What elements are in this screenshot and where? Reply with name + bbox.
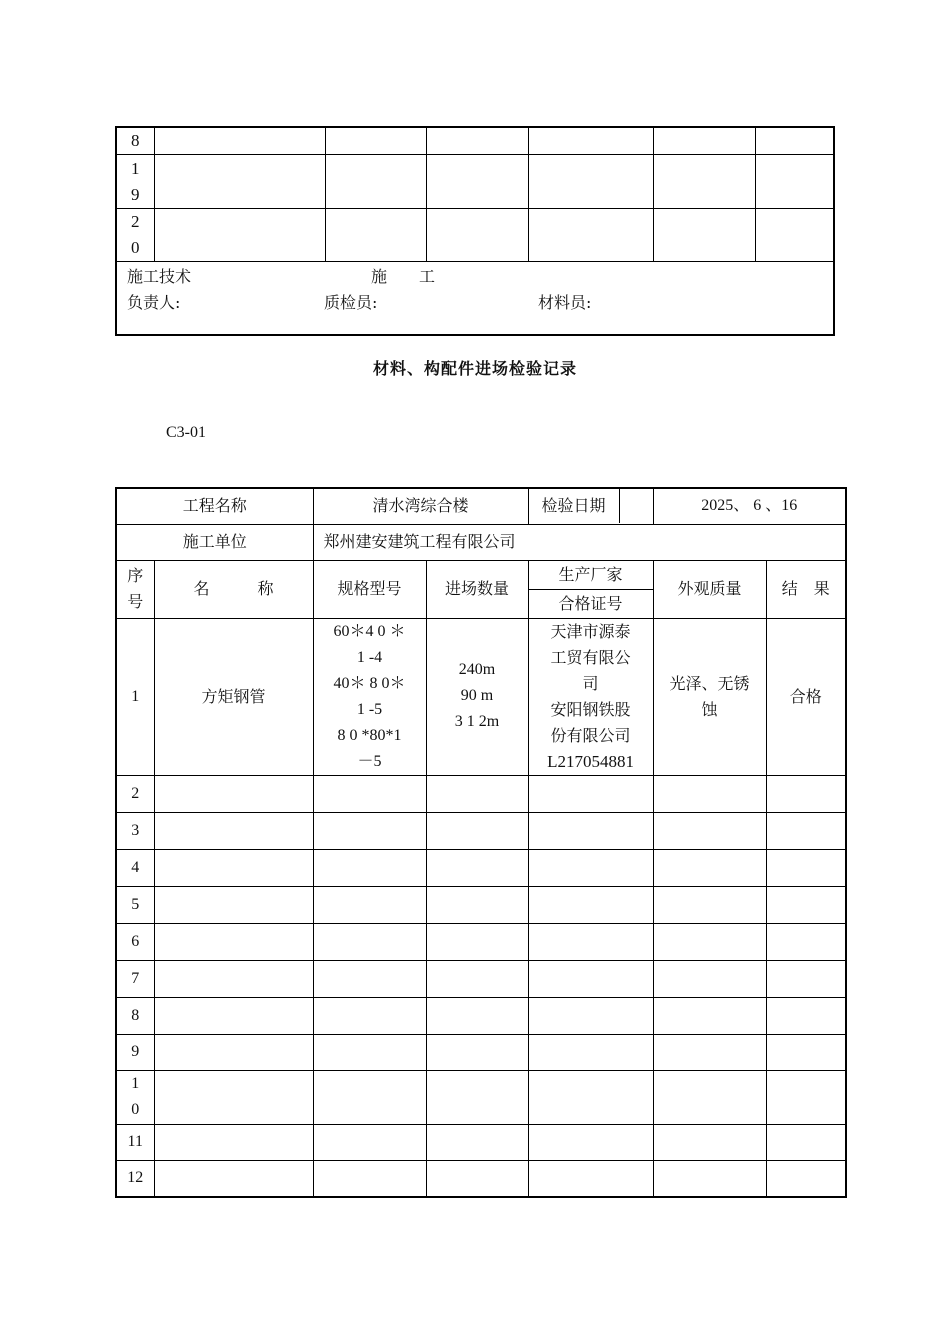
table-row bbox=[116, 155, 834, 209]
top-table bbox=[115, 126, 835, 336]
table-row bbox=[116, 1160, 846, 1197]
spec-line: －5 bbox=[357, 752, 382, 770]
quantity-line: 90 m bbox=[460, 686, 494, 704]
appearance-line: 蚀 bbox=[701, 699, 718, 719]
row-number: 6 bbox=[116, 923, 154, 960]
contractor-label: 施工单位 bbox=[116, 524, 313, 560]
page-title: 材料、构配件进场检验记录 bbox=[372, 359, 577, 378]
row-number: 5 bbox=[116, 886, 154, 923]
signature-row bbox=[116, 262, 834, 336]
table-row bbox=[116, 1124, 846, 1160]
row-number: 3 bbox=[116, 812, 154, 849]
row-number: 20 bbox=[116, 209, 154, 262]
manufacturer-line: 司 bbox=[582, 673, 599, 693]
material-name: 方矩钢管 bbox=[154, 618, 313, 775]
table-row bbox=[116, 886, 846, 923]
header-quantity: 进场数量 bbox=[426, 560, 528, 618]
quantity-cell bbox=[426, 618, 528, 775]
table-row bbox=[116, 1070, 846, 1124]
project-name-label: 工程名称 bbox=[116, 488, 313, 524]
table-row bbox=[116, 618, 846, 775]
form-code: C3-01 bbox=[166, 424, 206, 441]
spec-line: 1 -5 bbox=[356, 700, 383, 718]
appearance-line: 光泽、无锈 bbox=[669, 673, 750, 693]
header-spec: 规格型号 bbox=[313, 560, 426, 618]
header-seq: 序号 bbox=[116, 560, 154, 618]
row-number: 2 bbox=[116, 775, 154, 812]
table-row bbox=[116, 997, 846, 1034]
row-number: 9 bbox=[116, 1034, 154, 1070]
header-appearance: 外观质量 bbox=[653, 560, 766, 618]
certificate-number: L217054881 bbox=[547, 751, 634, 771]
row-number: 7 bbox=[116, 960, 154, 997]
table-row bbox=[116, 127, 834, 155]
row-number: 1 bbox=[116, 618, 154, 775]
row-number: 8 bbox=[116, 997, 154, 1034]
contractor-value: 郑州建安建筑工程有限公司 bbox=[313, 524, 846, 560]
project-name-value: 清水湾综合楼 bbox=[313, 488, 528, 524]
manufacturer-line: 天津市源泰 bbox=[550, 621, 631, 641]
signature-cell bbox=[116, 262, 834, 336]
manufacturer-cell bbox=[528, 618, 653, 775]
header-certificate: 合格证号 bbox=[558, 593, 623, 613]
header-name: 名 称 bbox=[154, 560, 313, 618]
quantity-line: 240m bbox=[458, 660, 496, 678]
table-row bbox=[116, 812, 846, 849]
inspection-date-label bbox=[528, 488, 653, 524]
row-number: 10 bbox=[116, 1070, 154, 1124]
table-row bbox=[116, 960, 846, 997]
row-number: 8 bbox=[116, 127, 154, 155]
material-clerk-label: 材料员: bbox=[538, 293, 592, 312]
spec-cell bbox=[313, 618, 426, 775]
header-row bbox=[116, 560, 846, 618]
manufacturer-line: 安阳钢铁股 bbox=[550, 699, 631, 719]
row-number: 19 bbox=[116, 155, 154, 209]
manufacturer-line: 份有限公司 bbox=[550, 725, 631, 745]
header-manufacturer: 生产厂家 bbox=[529, 561, 653, 590]
inspection-date-label-text: 检验日期 bbox=[529, 489, 620, 523]
table-row bbox=[116, 1034, 846, 1070]
appearance-cell bbox=[653, 618, 766, 775]
row-number: 11 bbox=[116, 1124, 154, 1160]
contractor-row bbox=[116, 524, 846, 560]
inspection-date-value: 2025、 6 、16 bbox=[653, 488, 846, 524]
table-row bbox=[116, 775, 846, 812]
spec-line: 60＊4 0 ＊ bbox=[333, 622, 406, 640]
tech-lead-label-line1: 施工技术 bbox=[127, 267, 192, 286]
header-manufacturer-cert bbox=[528, 560, 653, 618]
result-cell: 合格 bbox=[766, 618, 846, 775]
row-number: 4 bbox=[116, 849, 154, 886]
spec-line: 1 -4 bbox=[356, 648, 383, 666]
table-row bbox=[116, 209, 834, 262]
project-row bbox=[116, 488, 846, 524]
tech-lead-label-line2: 负责人: bbox=[127, 293, 181, 312]
table-row bbox=[116, 849, 846, 886]
inspection-table bbox=[115, 487, 847, 1198]
construction-label: 施 工 bbox=[371, 267, 436, 286]
header-result: 结 果 bbox=[766, 560, 846, 618]
spec-line: 8 0 *80*1 bbox=[337, 726, 402, 744]
manufacturer-line: 工贸有限公 bbox=[550, 647, 631, 667]
quantity-line: 3 1 2m bbox=[454, 712, 500, 730]
table-row bbox=[116, 923, 846, 960]
row-number: 12 bbox=[116, 1160, 154, 1197]
quality-inspector-label: 质检员: bbox=[324, 293, 378, 312]
spec-line: 40＊ 8 0＊ bbox=[333, 674, 406, 692]
